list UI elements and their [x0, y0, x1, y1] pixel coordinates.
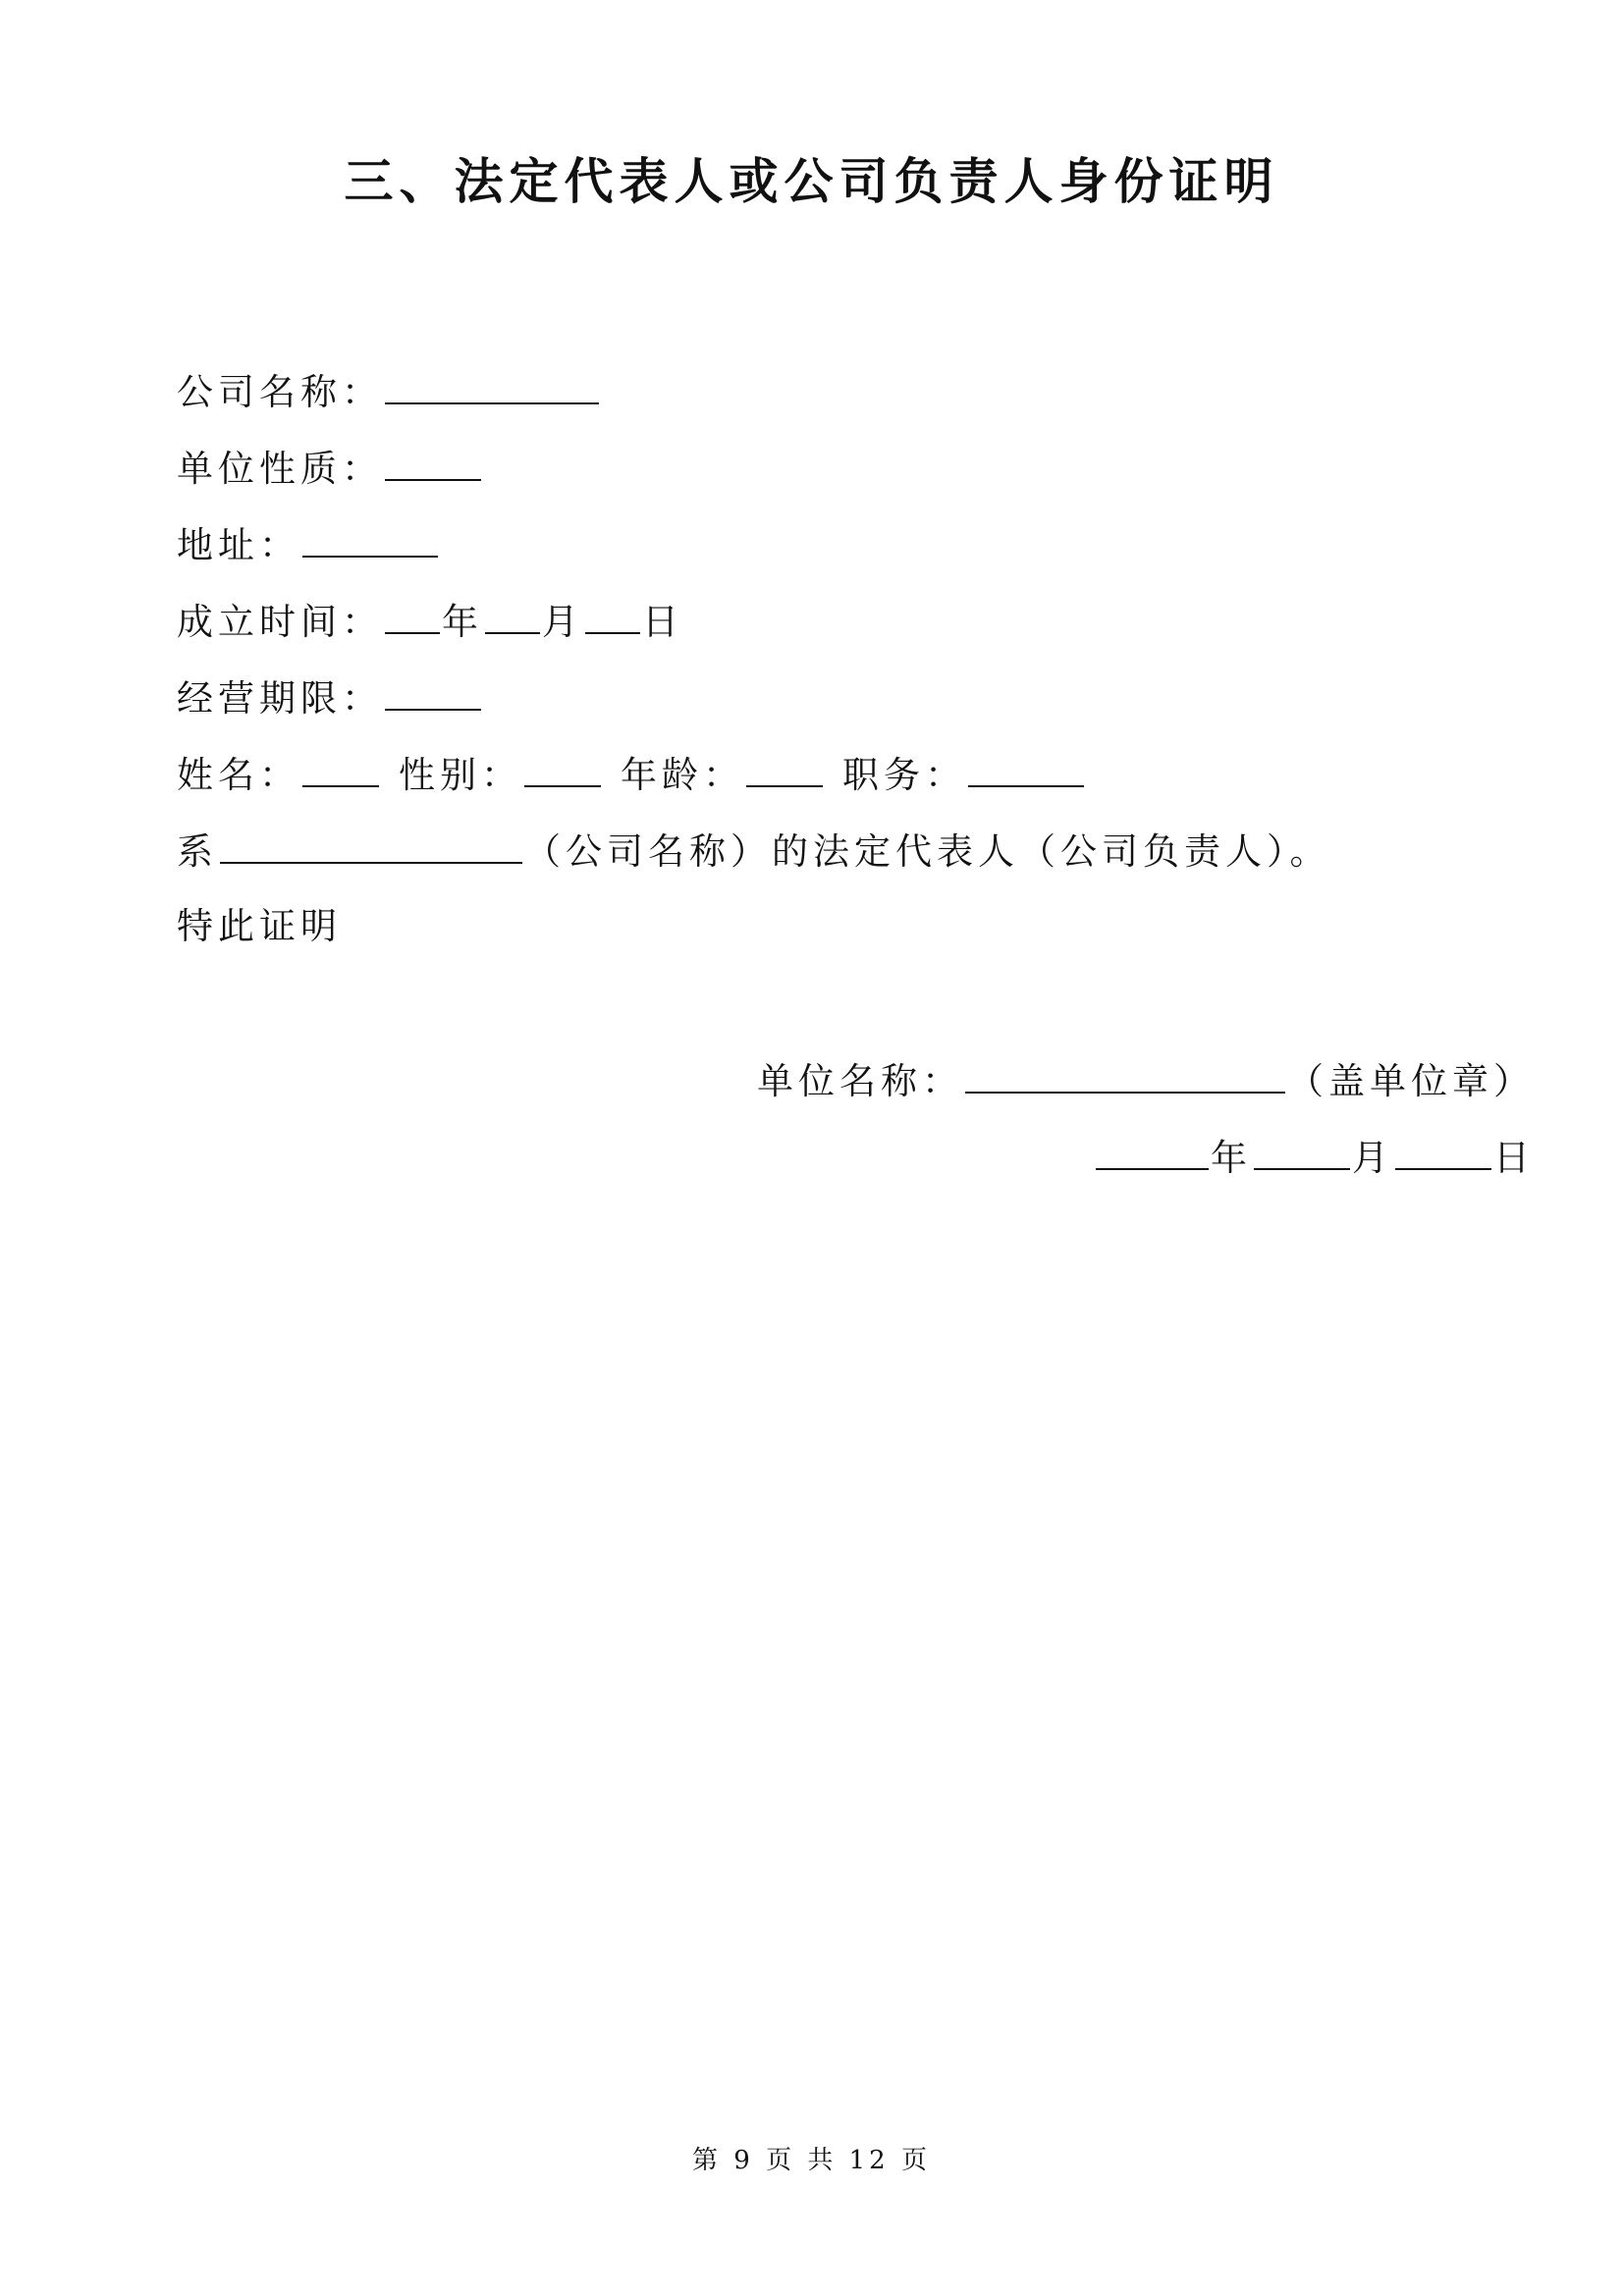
- term-label: 经营期限：: [177, 677, 383, 720]
- signature-year-blank[interactable]: [1096, 1129, 1209, 1170]
- signature-date-row: [1094, 1129, 1535, 1184]
- founded-day-label: 日: [642, 601, 683, 643]
- gender-label: 性别：: [399, 754, 522, 796]
- founded-month-label: 月: [542, 601, 583, 643]
- statement-company-blank[interactable]: [220, 823, 522, 864]
- position-blank[interactable]: [968, 746, 1084, 787]
- founded-day-blank[interactable]: [585, 593, 640, 634]
- signature-month-blank[interactable]: [1254, 1129, 1350, 1170]
- term-blank[interactable]: [385, 669, 481, 711]
- signature-day-label: 日: [1493, 1137, 1535, 1179]
- signature-month-label: 月: [1352, 1137, 1393, 1179]
- age-label: 年龄：: [621, 754, 744, 796]
- company-name-label: 公司名称：: [177, 371, 383, 413]
- address-row: [177, 516, 440, 571]
- address-blank[interactable]: [302, 516, 438, 558]
- position-label: 职务：: [842, 754, 966, 796]
- founded-year-blank[interactable]: [385, 593, 440, 634]
- name-label: 姓名：: [177, 754, 300, 796]
- statement-prefix: 系: [177, 830, 218, 873]
- unit-name-blank[interactable]: [965, 1052, 1285, 1094]
- certify-text: 特此证明: [177, 905, 342, 947]
- unit-name-label: 单位名称：: [757, 1060, 963, 1102]
- signature-day-blank[interactable]: [1395, 1129, 1491, 1170]
- company-name-row: [177, 363, 601, 418]
- unit-nature-blank[interactable]: [385, 440, 481, 481]
- gender-blank[interactable]: [524, 746, 601, 787]
- unit-name-signature-row: [757, 1052, 1535, 1107]
- term-row: [177, 669, 483, 724]
- statement-suffix: （公司名称）的法定代表人（公司负责人）。: [524, 830, 1331, 873]
- seal-note: （盖单位章）: [1287, 1060, 1535, 1102]
- name-blank[interactable]: [302, 746, 379, 787]
- signature-year-label: 年: [1211, 1137, 1252, 1179]
- unit-nature-label: 单位性质：: [177, 448, 383, 490]
- personal-info-row: [177, 746, 1086, 801]
- address-label: 地址：: [177, 524, 300, 566]
- certify-row: [177, 899, 342, 954]
- unit-nature-row: [177, 440, 483, 495]
- statement-row: [177, 823, 1331, 878]
- founded-year-label: 年: [442, 601, 483, 643]
- age-blank[interactable]: [746, 746, 823, 787]
- page-title: 三、法定代表人或公司负责人身份证明: [344, 152, 1279, 210]
- founded-month-blank[interactable]: [485, 593, 540, 634]
- founded-row: [177, 593, 683, 648]
- page-footer: 第 9 页 共 12 页: [692, 2146, 931, 2175]
- company-name-blank[interactable]: [385, 363, 599, 404]
- founded-label: 成立时间：: [177, 601, 383, 643]
